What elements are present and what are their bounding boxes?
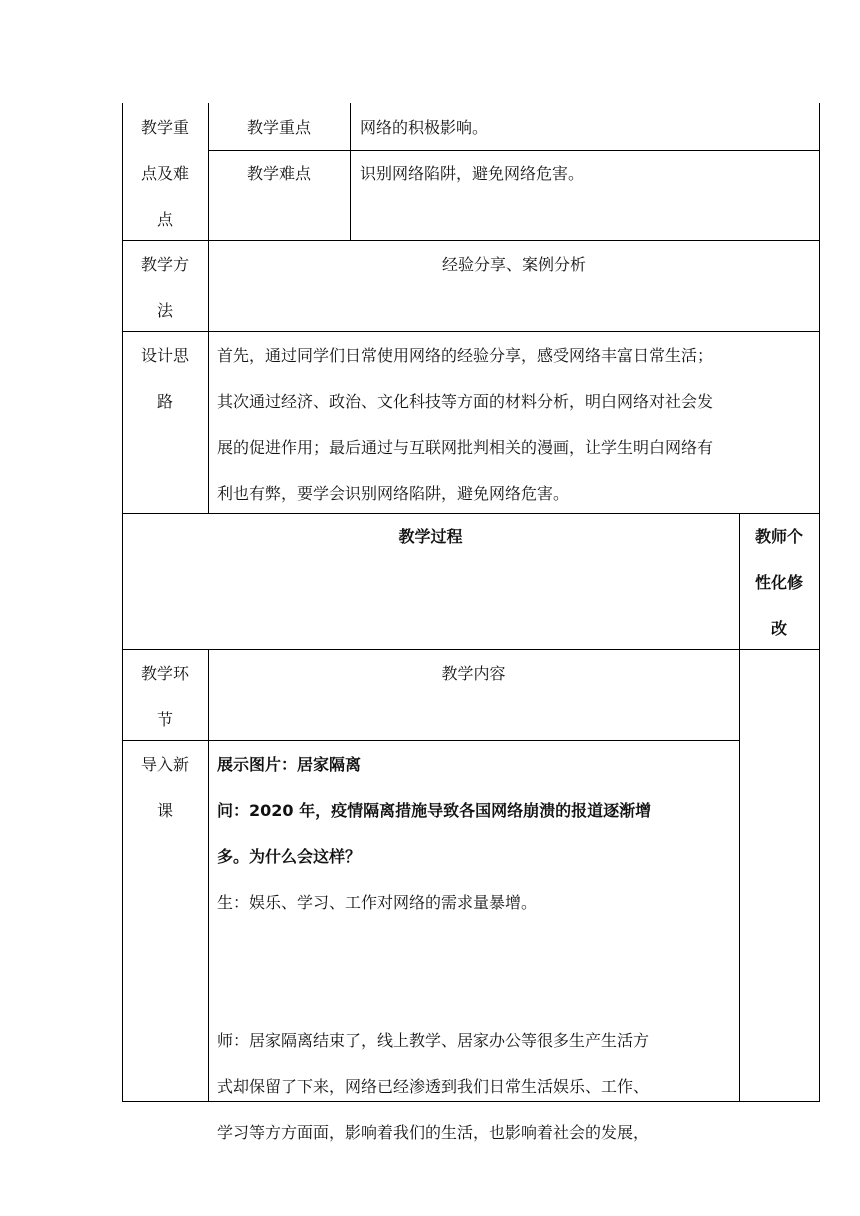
row-border-design (122, 331, 820, 332)
student-answer: 生：娱乐、学习、工作对网络的需求量暴增。 (217, 893, 538, 912)
stage-label: 教学环 节 (140, 664, 189, 729)
teacher-line: 师：居家隔离结束了，线上教学、居家办公等很多生产生活方 (217, 1031, 650, 1050)
teacher-revision-label: 教师个 性化修 改 (754, 527, 803, 638)
difficult-point-text: 识别网络陷阱，避免网络危害。 (360, 164, 585, 183)
intro-content (217, 742, 733, 1156)
row-border-intro (122, 740, 740, 741)
content-label: 教学内容 (441, 664, 506, 683)
method-text: 经验分享、案例分析 (441, 255, 586, 274)
design-label: 设计思 路 (140, 346, 189, 411)
difficult-point-label: 教学难点 (246, 164, 311, 183)
sublabel-column-border (350, 103, 351, 240)
teacher-line: 学习等方方面面，影响着我们的生活，也影响着社会的发展， (217, 1123, 650, 1142)
label-column-border (208, 331, 209, 513)
method-label: 教学方 法 (140, 255, 189, 320)
teacher-line: 式却保留了下来，网络已经渗透到我们日常生活娱乐、工作、 (217, 1077, 650, 1096)
intro-bold-line: 问：2020 年，疫情隔离措施导致各国网络崩溃的报道逐渐增 (217, 801, 652, 820)
design-text: 首先，通过同学们日常使用网络的经验分享，感受网络丰富日常生活； 其次通过经济、政治、文化科技等方面的材料分析，明白网络对社会发 展的促进作用；最后通过与互联网批判相关的漫画，让学生明白网络有 利也有弊，要学会识别网络陷阱，避免网络危害。 (217, 346, 714, 503)
key-point-label: 教学重点 (246, 118, 311, 137)
row-border-header (122, 649, 820, 650)
key-point-text: 网络的积极影响。 (360, 118, 489, 137)
intro-stage-label: 导入新 课 (140, 755, 189, 820)
label-column-border (208, 649, 209, 1102)
intro-bold-line: 多。为什么会这样？ (217, 847, 362, 866)
key-difficult-label: 教学重 点及难 点 (140, 118, 189, 229)
intro-bold-line: 展示图片：居家隔离 (217, 755, 362, 774)
row-border-method (122, 240, 820, 241)
process-title: 教学过程 (398, 527, 463, 546)
